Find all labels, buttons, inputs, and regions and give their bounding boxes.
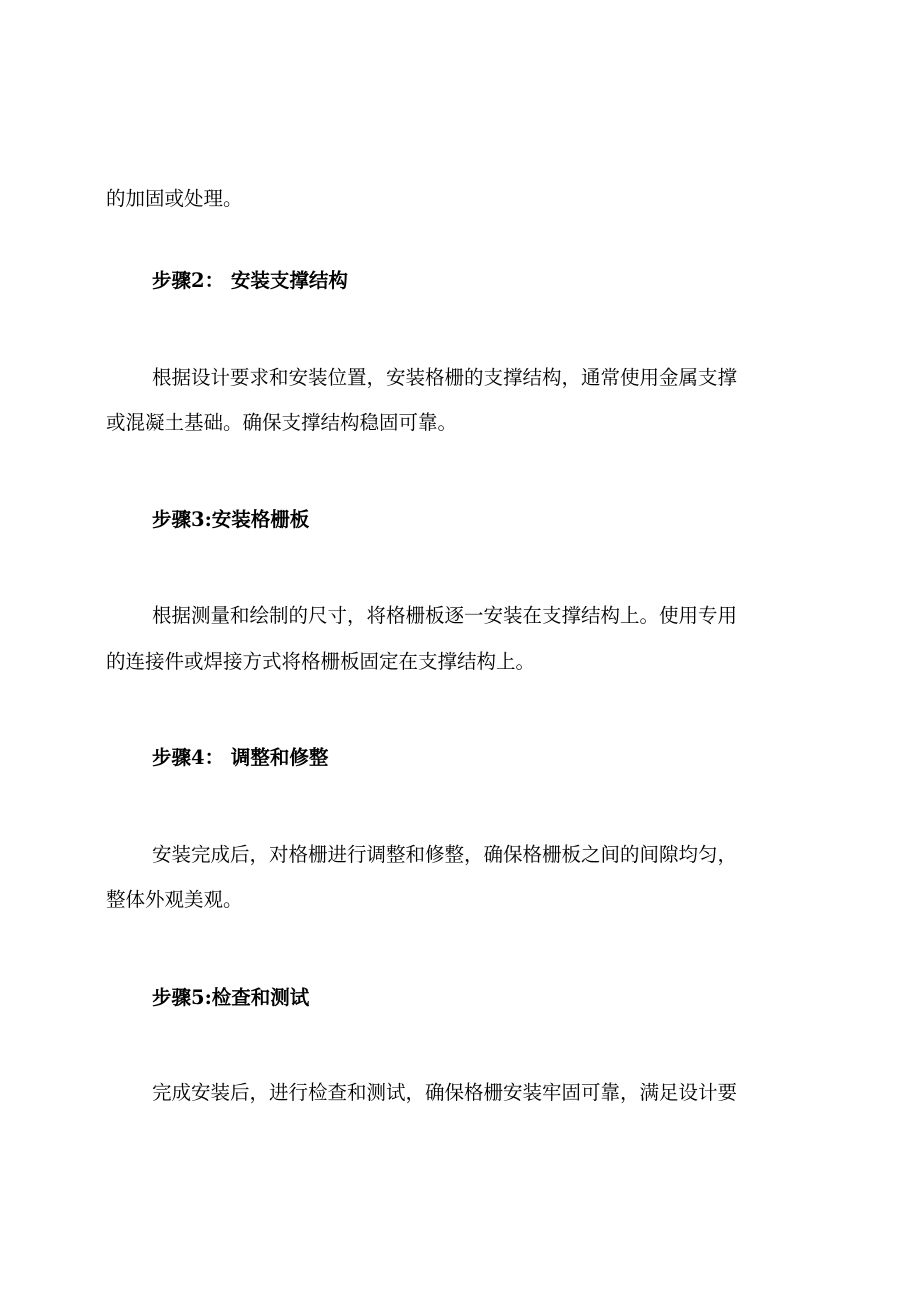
- step-3-body-line-1: 根据测量和绘制的尺寸，将格栅板逐一安装在支撑结构上。使用专用: [152, 604, 738, 627]
- step-4-heading: 步骤4： 调整和修整: [152, 746, 329, 769]
- step-3-heading: 步骤3:安装格栅板: [152, 508, 310, 531]
- step-5-heading: 步骤5:检查和测试: [152, 986, 310, 1009]
- step-2-heading: 步骤2： 安装支撑结构: [152, 269, 348, 292]
- step-4-body-line-1: 安装完成后，对格栅进行调整和修整，确保格栅板之间的间隙均匀，: [152, 843, 738, 866]
- step-4-body-line-2: 整体外观美观。: [106, 888, 243, 911]
- step-5-body-line-1: 完成安装后，进行检查和测试，确保格栅安装牢固可靠，满足设计要: [152, 1081, 738, 1104]
- paragraph-continuation: 的加固或处理。: [106, 187, 243, 210]
- step-3-body-line-2: 的连接件或焊接方式将格栅板固定在支撑结构上。: [106, 650, 536, 673]
- step-2-body-line-1: 根据设计要求和安装位置，安装格栅的支撑结构，通常使用金属支撑: [152, 366, 738, 389]
- step-2-body-line-2: 或混凝土基础。确保支撑结构稳固可靠。: [106, 411, 458, 434]
